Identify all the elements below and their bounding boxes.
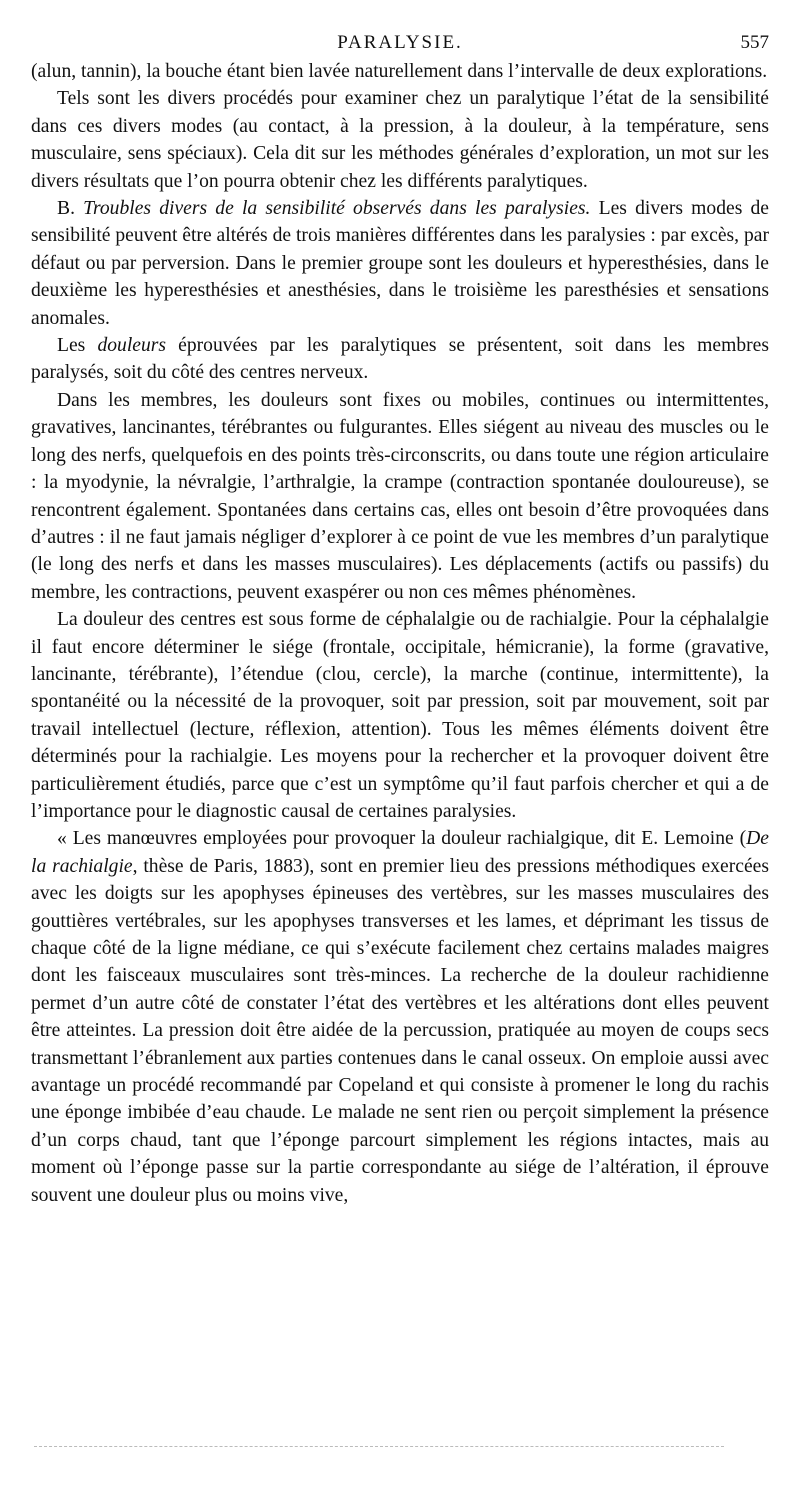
running-title: PARALYSIE. [337,32,463,53]
text-segment: (alun, tannin), la bouche étant bien lavée naturellement dans l’intervalle de deux explorations. [31,61,768,82]
paragraph [31,332,769,387]
body-text [31,58,769,1209]
paragraph [31,58,769,85]
text-segment: Les divers modes de sensibilité peuvent être altérés de trois manières différentes dans les paralysies : par excès, par défaut ou par perversion. Dans le premier groupe sont les douleurs et hyperesthésies, dans le deuxième les hyperesthésies et anesthésies, dans le troisième les paresthésies et sensations anomales. [31,198,770,329]
page-header [31,28,769,58]
footer-rule [34,1446,724,1447]
paragraph [31,387,769,606]
text-segment: Tels sont les divers procédés pour examiner chez un paralytique l’état de la sensibilité dans ces divers modes (au contact, à la pression, à la douleur, à la température, sens musculaire, sens spéciaux). Cela dit sur les méthodes générales d’exploration, un mot sur les divers résultats que l’on pourra obtenir chez les différents paralytiques. [31,88,769,192]
paragraph [31,825,769,1209]
italic-text: Troubles divers de la sensibilité observés dans les paralysies. [83,198,591,220]
document-page [31,28,769,1209]
text-segment: Les [57,335,98,357]
page-number: 557 [740,32,769,53]
paragraph [31,85,769,195]
text-segment: « Les manœuvres employées pour provoquer la douleur rachialgique, dit E. Lemoine ( [57,828,747,850]
text-segment: , thèse de Paris, 1883), sont en premier lieu des pressions méthodiques exercées avec les doigts sur les apophyses épineuses des vertèbres, sur les masses musculaires des gouttières vertébrales, sur les apophyses transverses et les lames, et déprimant les tissus de chaque côté de la ligne médiane, ce qui s’exécute facilement chez certains malades maigres dont les faisceaux musculaires sont très-minces. La recherche de la douleur rachidienne permet d’un autre côté de constater l’état des vertèbres et les altérations dont elles peuvent être atteintes. La pression doit être aidée de la percussion, pratiquée au moyen de coups secs transmettant l’ébranlement aux parties contenues dans le canal osseux. On emploie aussi avec avantage un procédé recommandé par Copeland et qui consiste à promener le long du rachis une éponge imbibée d’eau chaude. Le malade ne sent rien ou perçoit simplement la présence d’un corps chaud, tant que l’éponge parcourt simplement les régions intactes, mais au moment où l’éponge passe sur la partie correspondante au siége de l’altération, il éprouve souvent une douleur plus ou moins vive, [31,855,769,1206]
text-segment: éprouvées par les paralytiques se présentent, soit dans les membres paralysés, soit du côté des centres nerveux. [31,335,769,384]
italic-text: De la rachialgie [31,828,769,877]
paragraph [31,606,769,825]
italic-text: douleurs [97,335,167,357]
text-segment: Dans les membres, les douleurs sont fixes ou mobiles, continues ou intermittentes, gravatives, lancinantes, térébrantes ou fulgurantes. Elles siégent au niveau des muscles ou le long des nerfs, quelquefois en des points très-circonscrits, ou dans toute une région articulaire : la myodynie, la névralgie, l’arthralgie, la crampe (contraction spontanée douloureuse), se rencontrent également. Spontanées dans certains cas, elles ont besoin d’être provoquées dans d’autres : il ne faut jamais négliger d’explorer à ce point de vue les membres d’un paralytique (le long des nerfs et dans les masses musculaires). Les déplacements (actifs ou passifs) du membre, les contractions, peuvent exaspérer ou non ces mêmes phénomènes. [31,389,769,603]
paragraph [31,195,769,332]
text-segment: B. [57,198,84,220]
text-segment: La douleur des centres est sous forme de céphalalgie ou de rachialgie. Pour la céphalalgie il faut encore déterminer le siége (frontale, occipitale, hémicranie), la forme (gravative, lancinante, térébrante), l’étendue (clou, cercle), la marche (continue, intermittente), la spontanéité ou la nécessité de la provoquer, soit par pression, soit par mouvement, soit par travail intellectuel (lecture, réflexion, attention). Tous les mêmes éléments doivent être déterminés pour la rachialgie. Les moyens pour la rechercher et la provoquer doivent être particulièrement étudiés, parce que c’est un symptôme qu’il faut parfois chercher et qui a de l’importance pour le diagnostic causal de certaines paralysies. [31,609,769,822]
